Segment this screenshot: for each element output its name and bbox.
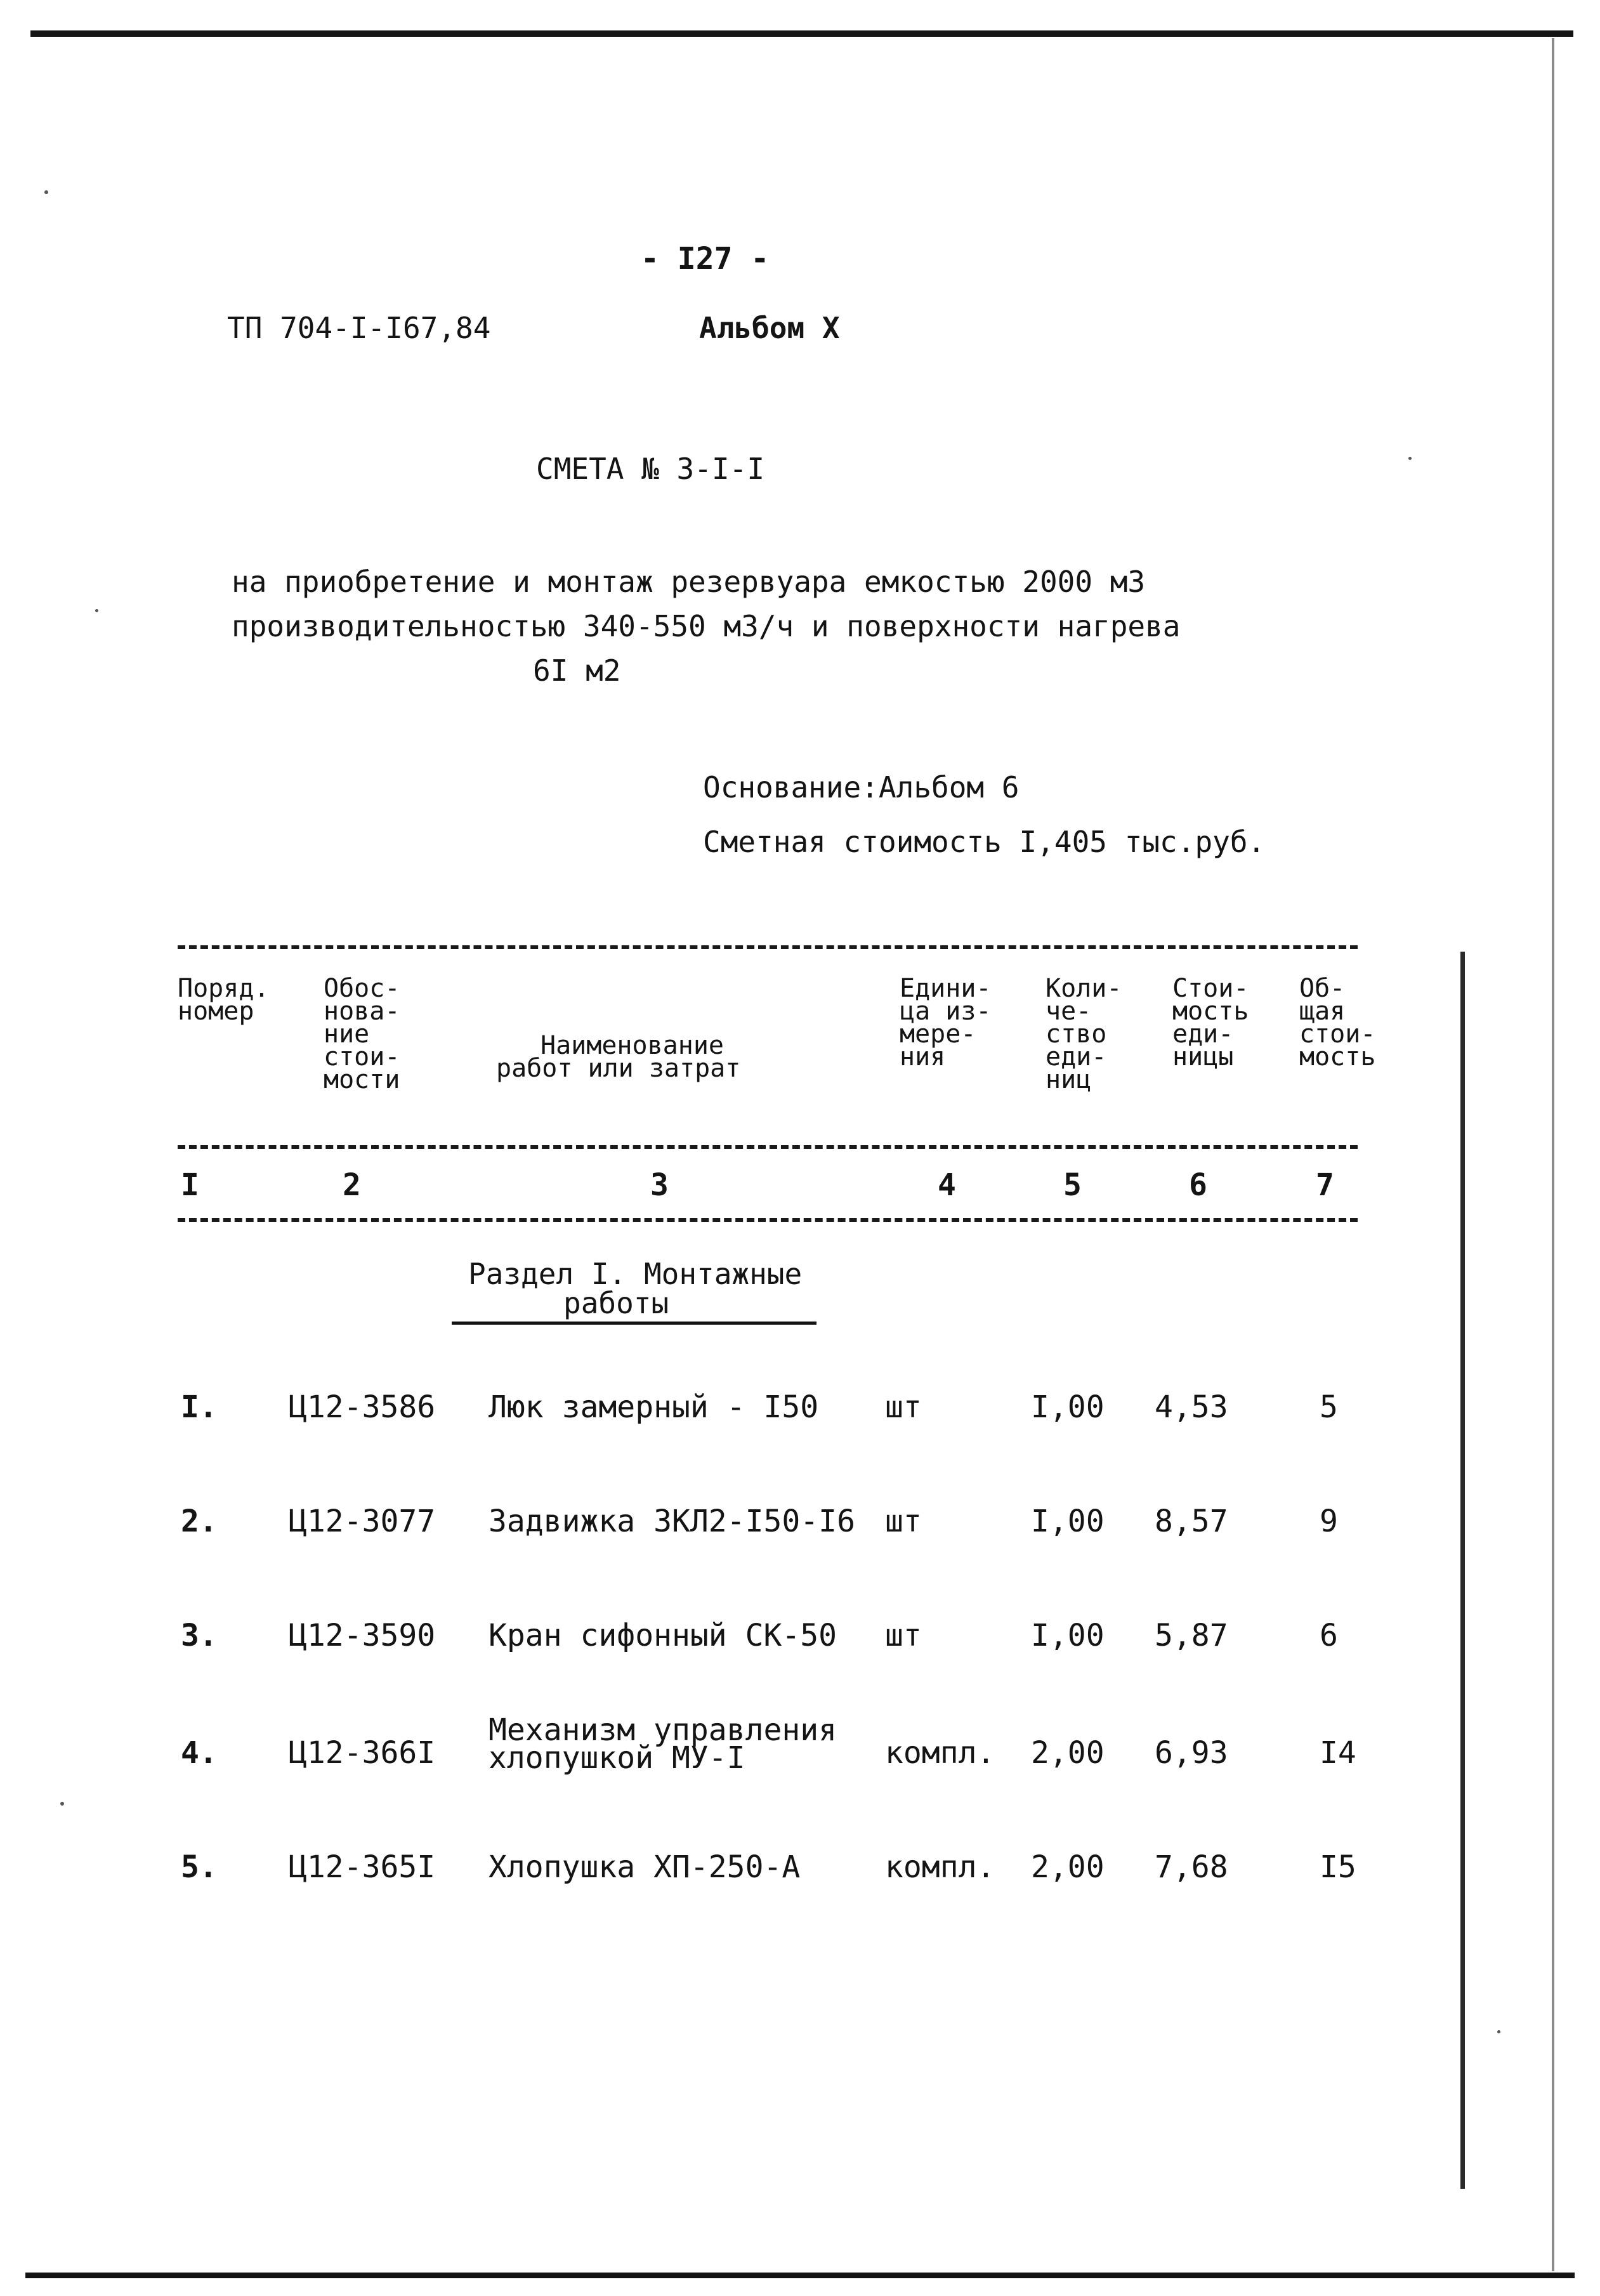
right-edge-line [1552, 38, 1554, 2271]
row-name [489, 1504, 855, 1539]
header-col-5-line: ство [1046, 1020, 1107, 1049]
header-col-6 [1172, 974, 1249, 1072]
header-col-7-line: щая [1299, 997, 1346, 1026]
album-label: Альбом X [699, 311, 840, 345]
section-title-line: Раздел I. Монтажные [468, 1257, 803, 1291]
column-number: 3 [650, 1167, 669, 1203]
row-name-line: Механизм управления [489, 1712, 837, 1748]
header-col-3 [496, 1031, 741, 1083]
header-col-4-line: мере- [900, 1020, 976, 1049]
section-title-line: работы [563, 1286, 669, 1320]
column-number: 2 [343, 1167, 361, 1203]
row-unit: шт [885, 1618, 922, 1653]
row-name-line: Люк замерный - I50 [489, 1389, 819, 1425]
header-col-7-line: стои- [1299, 1020, 1376, 1049]
header-col-1-line: Поряд. [178, 974, 270, 1003]
estimate-title: СМЕТА № 3-I-I [536, 452, 765, 486]
row-unit-cost: 6,93 [1155, 1735, 1228, 1771]
column-numbers-dashed-rule [178, 1218, 1358, 1222]
column-number: 6 [1189, 1167, 1207, 1203]
scan-speck [44, 190, 48, 194]
section-title [468, 1259, 802, 1318]
row-quantity: 2,00 [1031, 1735, 1105, 1771]
header-col-5 [1046, 974, 1122, 1094]
row-quantity: I,00 [1031, 1389, 1105, 1425]
scan-speck [1497, 2030, 1500, 2033]
header-bottom-dashed-rule [178, 1145, 1358, 1149]
document-code: ТП 704-I-I67,84 [227, 311, 491, 345]
header-col-4-line: ца из- [900, 997, 992, 1026]
row-unit: шт [885, 1504, 922, 1539]
header-col-3-line: Наименование [541, 1031, 724, 1060]
table-top-dashed-rule [178, 945, 1358, 949]
estimated-cost-text: Сметная стоимость I,405 тыс.руб. [703, 825, 1266, 859]
row-quantity: I,00 [1031, 1504, 1105, 1539]
subtitle-line-2: производительностью 340-550 м3/ч и поверхности нагрева [232, 609, 1181, 643]
row-unit: шт [885, 1389, 922, 1425]
row-number: 5. [181, 1849, 218, 1885]
subtitle-line-1: на приобретение и монтаж резервуара емкостью 2000 м3 [232, 565, 1146, 599]
section-underline [452, 1322, 816, 1325]
row-code: Ц12-365I [289, 1849, 436, 1885]
column-number: I [181, 1167, 199, 1203]
subtitle-line-3: 6I м2 [533, 653, 621, 688]
row-number: 2. [181, 1504, 218, 1539]
header-col-1 [178, 974, 270, 1026]
right-edge-line-2 [1460, 952, 1465, 2189]
row-name-line: хлопушкой МУ-I [489, 1740, 745, 1776]
row-number: I. [181, 1389, 218, 1425]
row-total: 9 [1320, 1504, 1338, 1539]
row-unit: компл. [885, 1735, 995, 1771]
header-col-5-line: ниц [1046, 1065, 1092, 1094]
basis-text: Основание:Альбом 6 [703, 770, 1020, 804]
scan-speck [1408, 457, 1412, 460]
header-col-7-line: мость [1299, 1042, 1376, 1072]
row-name [489, 1712, 837, 1776]
column-number: 4 [938, 1167, 956, 1203]
header-col-2-line: нова- [324, 997, 400, 1026]
header-col-5-line: че- [1046, 997, 1092, 1026]
header-col-5-line: Коли- [1046, 974, 1122, 1003]
header-col-1-line: номер [178, 997, 254, 1026]
header-col-7-line: Об- [1299, 974, 1346, 1003]
column-number: 5 [1063, 1167, 1082, 1203]
row-quantity: 2,00 [1031, 1849, 1105, 1885]
header-col-2-line: мости [324, 1065, 400, 1094]
row-number: 3. [181, 1618, 218, 1653]
header-col-2-line: ние [324, 1020, 370, 1049]
header-col-6-line: еди- [1172, 1020, 1234, 1049]
row-name [489, 1389, 818, 1425]
bottom-border-line [25, 2273, 1575, 2278]
header-col-4-line: Едини- [900, 974, 992, 1003]
header-col-6-line: ницы [1172, 1042, 1234, 1072]
row-code: Ц12-3590 [289, 1618, 436, 1653]
row-total: 6 [1320, 1618, 1338, 1653]
row-quantity: I,00 [1031, 1618, 1105, 1653]
row-code: Ц12-3077 [289, 1504, 436, 1539]
header-col-2 [324, 974, 400, 1094]
row-name-line: Кран сифонный СК-50 [489, 1618, 837, 1653]
row-code: Ц12-3586 [289, 1389, 436, 1425]
row-unit-cost: 7,68 [1155, 1849, 1228, 1885]
header-col-4 [900, 974, 992, 1072]
row-unit-cost: 8,57 [1155, 1504, 1228, 1539]
row-total: I5 [1320, 1849, 1356, 1885]
page-number: - I27 - [641, 241, 770, 277]
scan-speck [95, 609, 98, 612]
header-col-5-line: еди- [1046, 1042, 1107, 1072]
row-code: Ц12-366I [289, 1735, 436, 1771]
row-name-line: Задвижка ЗКЛ2-I50-I6 [489, 1504, 855, 1539]
row-name-line: Хлопушка ХП-250-А [489, 1849, 801, 1885]
header-col-2-line: Обос- [324, 974, 400, 1003]
row-total: 5 [1320, 1389, 1338, 1425]
row-name [489, 1849, 800, 1885]
top-border-line [30, 30, 1573, 37]
row-name [489, 1618, 837, 1653]
row-unit-cost: 4,53 [1155, 1389, 1228, 1425]
column-number: 7 [1316, 1167, 1334, 1203]
row-unit-cost: 5,87 [1155, 1618, 1228, 1653]
header-col-4-line: ния [900, 1042, 946, 1072]
header-col-3-line: работ или затрат [496, 1054, 741, 1083]
scan-speck [60, 1802, 64, 1806]
row-total: I4 [1320, 1735, 1356, 1771]
row-unit: компл. [885, 1849, 995, 1885]
header-col-7 [1299, 974, 1376, 1072]
header-col-6-line: Стои- [1172, 974, 1249, 1003]
row-number: 4. [181, 1735, 218, 1771]
header-col-6-line: мость [1172, 997, 1249, 1026]
header-col-2-line: стои- [324, 1042, 400, 1072]
